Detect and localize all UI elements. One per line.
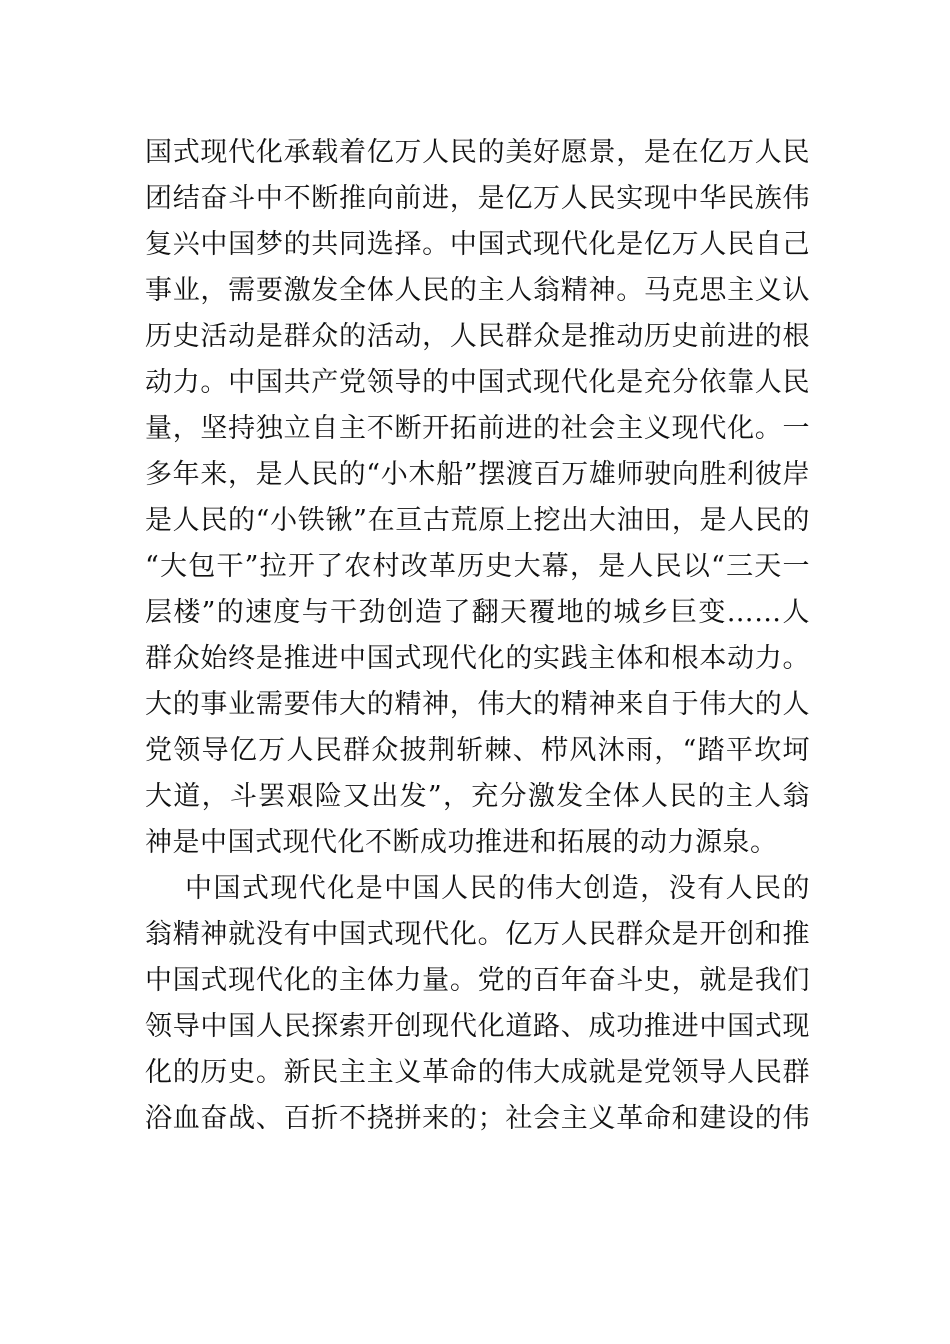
text-line: 国式现代化承载着亿万人民的美好愿景，是在亿万人民 <box>145 137 810 168</box>
text-line: 历史活动是群众的活动，人民群众是推动历史前进的根 <box>145 321 810 352</box>
body-text <box>145 130 810 1142</box>
text-line: 团结奋斗中不断推向前进，是亿万人民实现中华民族伟 <box>145 183 810 214</box>
text-line: “大包干”拉开了农村改革历史大幕，是人民以“三天一 <box>145 551 810 582</box>
text-line: 翁精神就没有中国式现代化。亿万人民群众是开创和推 <box>145 919 810 950</box>
text-line: 党领导亿万人民群众披荆斩棘、栉风沐雨，“踏平坎坷 <box>145 735 810 766</box>
paragraph-1 <box>145 130 810 866</box>
text-line: 动力。中国共产党领导的中国式现代化是充分依靠人民 <box>145 367 810 398</box>
text-line: 大的事业需要伟大的精神，伟大的精神来自于伟大的人 <box>145 689 810 720</box>
text-line: 大道，斗罢艰险又出发”，充分激发全体人民的主人翁 <box>145 781 810 812</box>
text-line: 领导中国人民探索开创现代化道路、成功推进中国式现 <box>145 1011 810 1042</box>
text-line: 事业，需要激发全体人民的主人翁精神。马克思主义认 <box>145 275 810 306</box>
text-line: 群众始终是推进中国式现代化的实践主体和根本动力。 <box>145 643 810 674</box>
text-line: 多年来，是人民的“小木船”摆渡百万雄师驶向胜利彼岸 <box>145 459 810 490</box>
text-line: 中国式现代化的主体力量。党的百年奋斗史，就是我们 <box>145 965 810 996</box>
text-line: 是人民的“小铁锹”在亘古荒原上挖出大油田，是人民的 <box>145 505 810 536</box>
text-line: 化的历史。新民主主义革命的伟大成就是党领导人民群 <box>145 1057 810 1088</box>
text-line: 中国式现代化是中国人民的伟大创造，没有人民的 <box>185 873 810 904</box>
text-line: 量，坚持独立自主不断开拓前进的社会主义现代化。一 <box>145 413 810 444</box>
text-line: 浴血奋战、百折不挠拼来的；社会主义革命和建设的伟 <box>145 1103 810 1134</box>
text-line: 复兴中国梦的共同选择。中国式现代化是亿万人民自己 <box>145 229 810 260</box>
paragraph-2 <box>145 866 810 1142</box>
text-line: 层楼”的速度与干劲创造了翻天覆地的城乡巨变……人 <box>145 597 810 628</box>
text-line: 神是中国式现代化不断成功推进和拓展的动力源泉。 <box>145 827 778 858</box>
